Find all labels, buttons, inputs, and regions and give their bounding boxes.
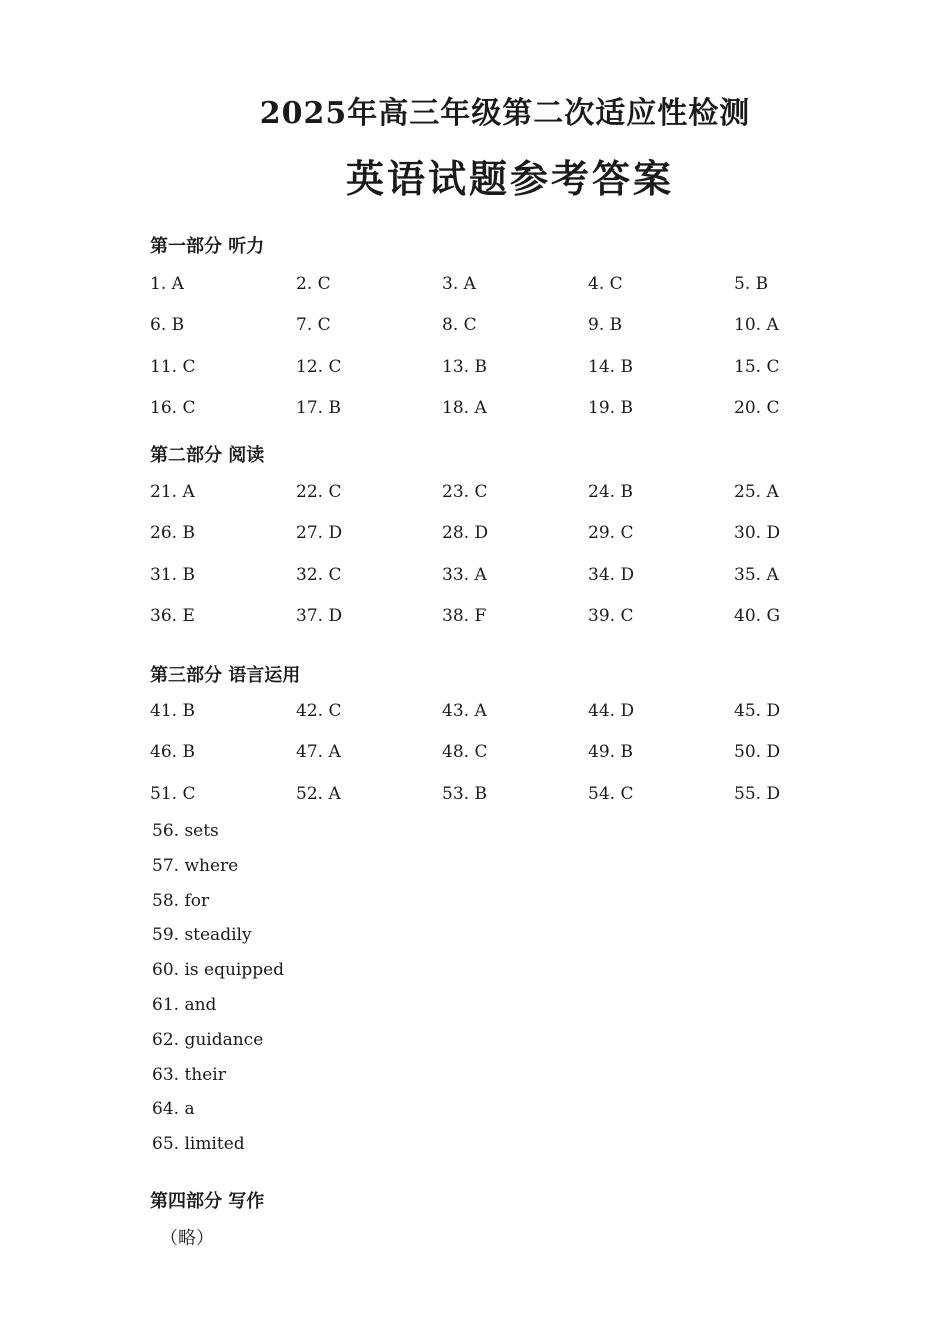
answer-cell: 28. D [442,523,489,544]
fill-answer: 60. is equipped [152,960,285,981]
answer-cell: 36. E [150,606,195,627]
fill-answer: 65. limited [152,1134,245,1155]
part4-note: （略） [160,1228,214,1249]
part2-answers [150,471,810,637]
answer-cell: 40. G [734,606,781,627]
answer-row [150,388,810,430]
answer-cell: 32. C [296,564,342,585]
answer-cell: 27. D [296,523,343,544]
answer-row [150,690,810,732]
answer-cell: 24. B [588,481,633,502]
part2-heading: 第二部分 阅读 [150,445,265,466]
answer-cell: 23. C [442,481,488,502]
answer-cell: 3. A [442,273,476,294]
answer-cell: 50. D [734,742,781,763]
answer-row [150,773,810,815]
fill-answer: 56. sets [152,821,219,841]
part1-answers [150,263,810,429]
document-subtitle: 英语试题参考答案 [345,156,674,201]
fill-answer: 63. their [152,1064,226,1085]
answer-cell: 55. D [734,783,781,804]
answer-row [150,732,810,774]
answer-cell: 20. C [734,398,780,419]
answer-cell: 41. B [150,700,195,721]
answer-cell: 30. D [734,523,781,544]
part3-fill-answers [152,814,284,1162]
answer-row [150,554,810,596]
answer-cell: 8. C [442,315,477,336]
answer-cell: 29. C [588,523,634,544]
answer-cell: 35. A [734,564,779,585]
answer-cell: 10. A [734,315,779,336]
part1-heading: 第一部分 听力 [150,236,265,257]
answer-row [150,513,810,555]
answer-cell: 43. A [442,700,487,721]
answer-cell: 53. B [442,783,487,804]
answer-cell: 48. C [442,742,488,763]
answer-cell: 13. B [442,356,487,377]
answer-cell: 45. D [734,700,781,721]
part3-answers [150,690,810,815]
answer-cell: 52. A [296,783,341,804]
answer-cell: 22. C [296,481,342,502]
answer-cell: 47. A [296,742,341,763]
answer-cell: 38. F [442,606,487,627]
answer-row [150,305,810,347]
answer-cell: 15. C [734,356,780,377]
answer-cell: 49. B [588,742,633,763]
answer-cell: 14. B [588,356,633,377]
answer-row [150,346,810,388]
fill-answer: 58. for [152,890,210,911]
answer-cell: 31. B [150,564,195,585]
fill-answer: 61. and [152,994,217,1015]
answer-cell: 19. B [588,398,633,419]
answer-cell: 4. C [588,273,623,294]
answer-cell: 1. A [150,273,184,294]
answer-cell: 18. A [442,398,487,419]
answer-cell: 16. C [150,398,196,419]
answer-cell: 6. B [150,315,185,336]
answer-cell: 9. B [588,315,623,336]
answer-cell: 33. A [442,564,487,585]
fill-answer: 59. steadily [152,925,252,946]
answer-cell: 21. A [150,481,195,502]
answer-row [150,471,810,513]
part3-heading: 第三部分 语言运用 [150,665,301,686]
fill-answer: 64. a [152,1099,195,1120]
answer-cell: 51. C [150,783,196,804]
answer-cell: 5. B [734,273,769,294]
answer-cell: 39. C [588,606,634,627]
answer-row [150,263,810,305]
answer-cell: 42. C [296,700,342,721]
answer-cell: 17. B [296,398,341,419]
answer-cell: 2. C [296,273,331,294]
fill-answer: 62. guidance [152,1029,264,1050]
answer-cell: 12. C [296,356,342,377]
answer-cell: 46. B [150,742,195,763]
answer-cell: 11. C [150,356,196,377]
part4-heading: 第四部分 写作 [150,1191,265,1212]
answer-cell: 44. D [588,700,635,721]
answer-cell: 25. A [734,481,779,502]
answer-cell: 26. B [150,523,195,544]
fill-answer: 57. where [152,855,239,876]
answer-cell: 37. D [296,606,343,627]
answer-cell: 34. D [588,564,635,585]
answer-cell: 54. C [588,783,634,804]
answer-cell: 7. C [296,315,331,336]
document-title: 2025年高三年级第二次适应性检测 [259,96,751,131]
answer-row [150,596,810,638]
